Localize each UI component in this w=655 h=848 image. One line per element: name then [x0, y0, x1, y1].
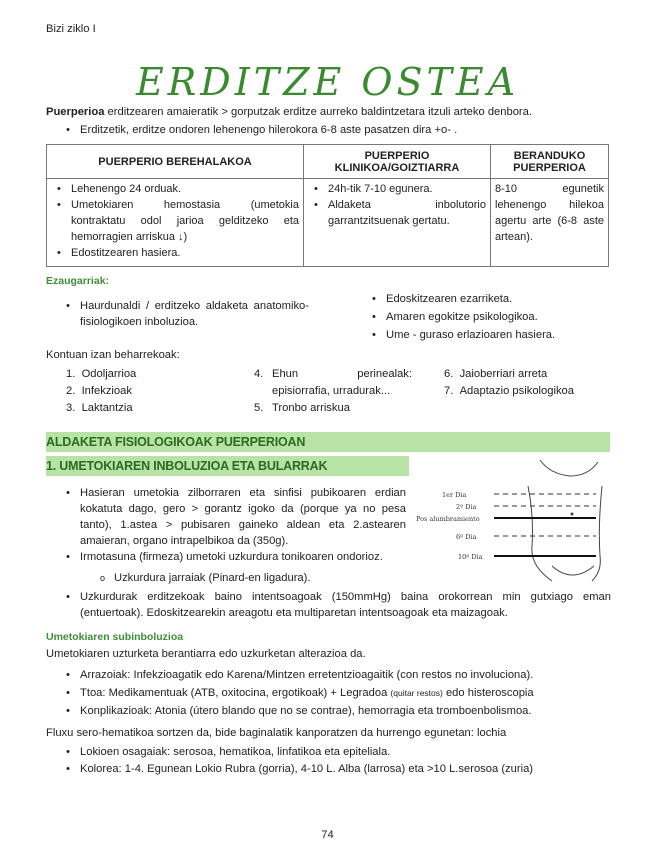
list-item: • Konplikazioak: Atonia (útero blando que no se contrae), hemorragia eta tromboenbolismoa. — [66, 702, 616, 720]
ttoa-tail: edo histeroscopia — [442, 687, 534, 699]
list-item: • Kolorea: 1-4. Egunean Lokio Rubra (gorria), 4-10 L. Alba (larrosa) eta >10 L.serosoa (zuria) — [66, 761, 616, 778]
ezaugarriak-heading: Ezaugarriak: — [46, 275, 110, 287]
subinboluzioa-heading: Umetokiaren subinboluzioa — [46, 631, 184, 643]
table-header-3: BERANDUKO PUERPERIOA — [491, 145, 609, 179]
inboluzioa-list-2 — [66, 589, 611, 621]
table-header-2: PUERPERIO KLINIKOA/GOIZTIARRA — [304, 145, 491, 179]
item-text: Laktantzia — [81, 402, 133, 414]
kontuan-col-2 — [254, 366, 412, 417]
kontuan-col-1 — [66, 366, 256, 417]
list-item — [254, 366, 412, 400]
list-item: • Ume - guraso erlazioaren hasiera. — [372, 326, 612, 344]
ttoa-note: (quitar restos) — [390, 688, 443, 698]
subsection-band — [46, 456, 409, 476]
inboluzioa-sublist — [100, 570, 400, 586]
list-item: • Lehenengo 24 orduak. — [57, 181, 299, 197]
uterus-involution-figure — [412, 456, 608, 586]
subsection-title: 1. UMETOKIAREN INBOLUZIOA ETA BULARRAK — [46, 459, 328, 473]
table-cell-beranduko: 8-10 egunetik lehenengo hilekoa agertu arte (6-8 aste artean). — [491, 179, 609, 267]
list-item: • Lokioen osagaiak: serosoa, hematikoa, linfatikoa eta epiteliala. — [66, 744, 616, 761]
figure-label-postpartum: Pos alumbramiento — [416, 515, 480, 523]
page-number: 74 — [321, 829, 334, 841]
list-item: • Haurdunaldi / erditzeko aldaketa anatomiko-fisiologikoen inboluzioa. — [66, 298, 309, 330]
item-text: Odoljarrioa — [81, 368, 137, 380]
puerperio-table — [46, 144, 609, 267]
kontuan-col-3 — [444, 366, 619, 400]
intro-term: Puerperioa — [46, 106, 105, 118]
figure-label-day1: 1er Dia — [442, 491, 467, 499]
item-number: 1. — [66, 368, 76, 380]
ezaugarriak-right — [372, 290, 612, 344]
item-number: 4. — [254, 368, 264, 380]
item-text: Ehun perinealak: episiorrafia, urradurak... — [272, 368, 412, 397]
subinboluzioa-intro: Umetokiaren uzturketa berantiarra edo uzkurketan alterazioa da. — [46, 648, 366, 660]
list-item: • Hasieran umetokia zilborraren eta sinfisi pubikoaren erdian kokatuta dago, gero > gorantz igoko da (porque ya no pesa tanto), 1.astea > pubisaren gaineko aldean eta 2.astearen amaieran, organo intrapelbikoa da (350g). — [66, 485, 406, 549]
figure-label-day6: 6º Dia — [456, 533, 477, 541]
list-item: • Umetokiaren hemostasia (umetokia kontraktatu odol jarioa gelditzeko eta hemorragien arriskua ↓) — [57, 197, 299, 245]
list-item: • Aldaketa inbolutorio garrantzitsuenak gertatu. — [314, 197, 486, 229]
list-item: • Edoskitzearen ezarriketa. — [372, 290, 612, 308]
figure-label-day10: 10º Dia — [458, 553, 483, 561]
figure-label-day2: 2º Dia — [456, 503, 477, 511]
item-number: 7. — [444, 385, 454, 397]
intro-list — [66, 122, 626, 138]
list-item: o Uzkurdura jarraiak (Pinard-en ligadura). — [100, 570, 400, 586]
table-cell-klinikoa — [304, 179, 491, 267]
list-item — [66, 383, 256, 400]
figure-navel — [571, 513, 574, 516]
table-cell-berehalakoa — [47, 179, 304, 267]
figure-breast-outline — [540, 460, 598, 476]
section-title: ALDAKETA FISIOLOGIKOAK PUERPERIOAN — [46, 435, 306, 449]
intro-definition: erditzearen amaieratik > gorputzak erditze aurreko baldintzetara itzuli arteko denbora. — [104, 106, 532, 118]
ttoa-text: Ttoa: Medikamentuak (ATB, oxitocina, ergotikoak) + Legradoa — [80, 687, 391, 699]
intro-paragraph — [46, 106, 616, 118]
item-number: 5. — [254, 402, 264, 414]
subinboluzioa-list — [66, 666, 616, 720]
section-band — [46, 432, 610, 452]
figure-body-left — [528, 486, 552, 581]
item-text: Jaioberriari arreta — [459, 368, 548, 380]
list-item: • Arrazoiak: Infekzioagatik edo Karena/Mintzen erretentzioagaitik (con restos no involuciona). — [66, 666, 616, 684]
item-number: 2. — [66, 385, 76, 397]
fluxu-list — [66, 744, 616, 778]
list-item — [444, 383, 619, 400]
item-text: Tronbo arriskua — [272, 402, 350, 414]
list-item — [444, 366, 619, 383]
table-header-1: PUERPERIO BEREHALAKOA — [47, 145, 304, 179]
item-number: 3. — [66, 402, 76, 414]
item-number: 6. — [444, 368, 454, 380]
item-text: Infekzioak — [81, 385, 132, 397]
item-text: Adaptazio psikologikoa — [459, 385, 574, 397]
list-item: • Irmotasuna (firmeza) umetoki uzkurdura tonikoaren ondorioz. — [66, 549, 406, 565]
figure-pelvis — [552, 566, 594, 575]
ezaugarriak-left — [66, 298, 309, 330]
page-title: ERDITZE OSTEA — [135, 60, 520, 104]
inboluzioa-list — [66, 485, 406, 565]
list-item — [254, 400, 412, 417]
fluxu-intro: Fluxu sero-hematikoa sortzen da, bide baginalatik kanporatzen da hurrengo egunetan: lochia — [46, 727, 507, 739]
list-item — [66, 684, 616, 702]
kontuan-heading: Kontuan izan beharrekoak: — [46, 349, 180, 361]
list-item: • Edostitzearen hasiera. — [57, 245, 299, 261]
list-item: • 24h-tik 7-10 egunera. — [314, 181, 486, 197]
list-item: • Amaren egokitze psikologikoa. — [372, 308, 612, 326]
list-item — [66, 400, 256, 417]
list-item: • Uzkurdurak erditzekoak baino intentsoagoak (150mmHg) baina orokorrean min gutxiago eman (entuertoak). Edoskitzearekin areagotu eta multiparetan intentsoagoak eta maizagoak. — [66, 589, 611, 621]
course-label: Bizi ziklo I — [46, 23, 96, 35]
intro-bullet: • Erditzetik, erditze ondoren lehenengo hilerokora 6-8 aste pasatzen dira +o- . — [66, 122, 626, 138]
list-item — [66, 366, 256, 383]
